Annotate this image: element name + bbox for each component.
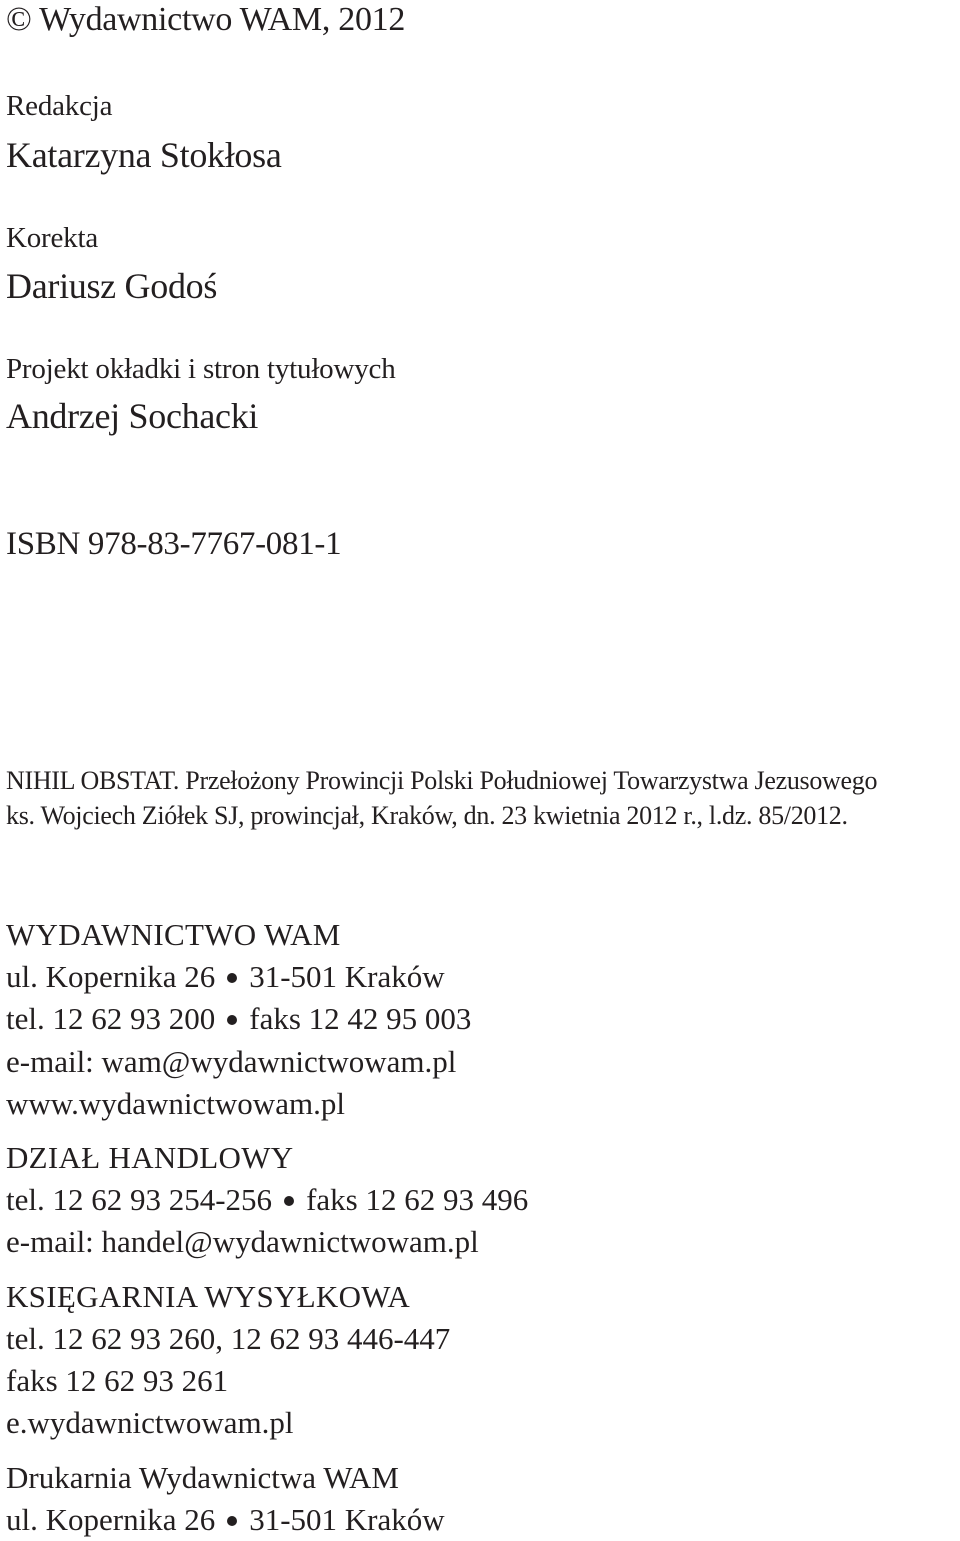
mailorder-tel: tel. 12 62 93 260, 12 62 93 446-447 [6, 1321, 451, 1356]
bullet-icon [227, 973, 237, 983]
editor-label: Redakcja [6, 90, 113, 122]
proofreading-label: Korekta [6, 222, 99, 254]
mailorder-heading: KSIĘGARNIA WYSYŁKOWA [6, 1279, 411, 1314]
bullet-icon [227, 1516, 237, 1526]
copyright-notice: © Wydawnictwo WAM, 2012 [6, 1, 406, 38]
bullet-icon [227, 1015, 237, 1025]
publisher-tel: tel. 12 62 93 200 [6, 1001, 216, 1036]
publisher-fax: faks 12 42 95 003 [249, 1001, 472, 1036]
publisher-address [6, 961, 445, 992]
isbn: ISBN 978-83-7767-081-1 [6, 526, 342, 562]
cover-designer-name: Andrzej Sochacki [6, 396, 259, 436]
publisher-email[interactable]: e-mail: wam@wydawnictwowam.pl [6, 1044, 457, 1079]
cover-design-label: Projekt okładki i stron tytułowych [6, 353, 396, 385]
printer-street: ul. Kopernika 26 [6, 1502, 216, 1537]
publisher-name: WYDAWNICTWO WAM [6, 917, 341, 952]
publisher-website[interactable]: www.wydawnictwowam.pl [6, 1086, 345, 1121]
printer-address [6, 1504, 445, 1535]
sales-tel: tel. 12 62 93 254-256 [6, 1182, 273, 1217]
sales-phones [6, 1184, 528, 1215]
proofreader-name: Dariusz Godoś [6, 266, 218, 306]
publisher-phones [6, 1003, 471, 1034]
imprimatur-line-2: ks. Wojciech Ziółek SJ, prowincjał, Kraków, dn. 23 kwietnia 2012 r., l.dz. 85/2012. [6, 801, 848, 830]
publisher-street: ul. Kopernika 26 [6, 959, 216, 994]
mailorder-fax: faks 12 62 93 261 [6, 1363, 229, 1398]
publisher-city: 31-501 Kraków [249, 959, 445, 994]
printer-city: 31-501 Kraków [249, 1502, 445, 1537]
sales-heading: DZIAŁ HANDLOWY [6, 1140, 294, 1175]
imprimatur-line-1: NIHIL OBSTAT. Przełożony Prowincji Polski Południowej Towarzystwa Jezusowego [6, 766, 878, 795]
bullet-icon [284, 1196, 294, 1206]
sales-email[interactable]: e-mail: handel@wydawnictwowam.pl [6, 1224, 479, 1259]
editor-name: Katarzyna Stokłosa [6, 135, 282, 175]
sales-fax: faks 12 62 93 496 [306, 1182, 529, 1217]
mailorder-website[interactable]: e.wydawnictwowam.pl [6, 1405, 294, 1440]
printer-name: Drukarnia Wydawnictwa WAM [6, 1460, 399, 1495]
